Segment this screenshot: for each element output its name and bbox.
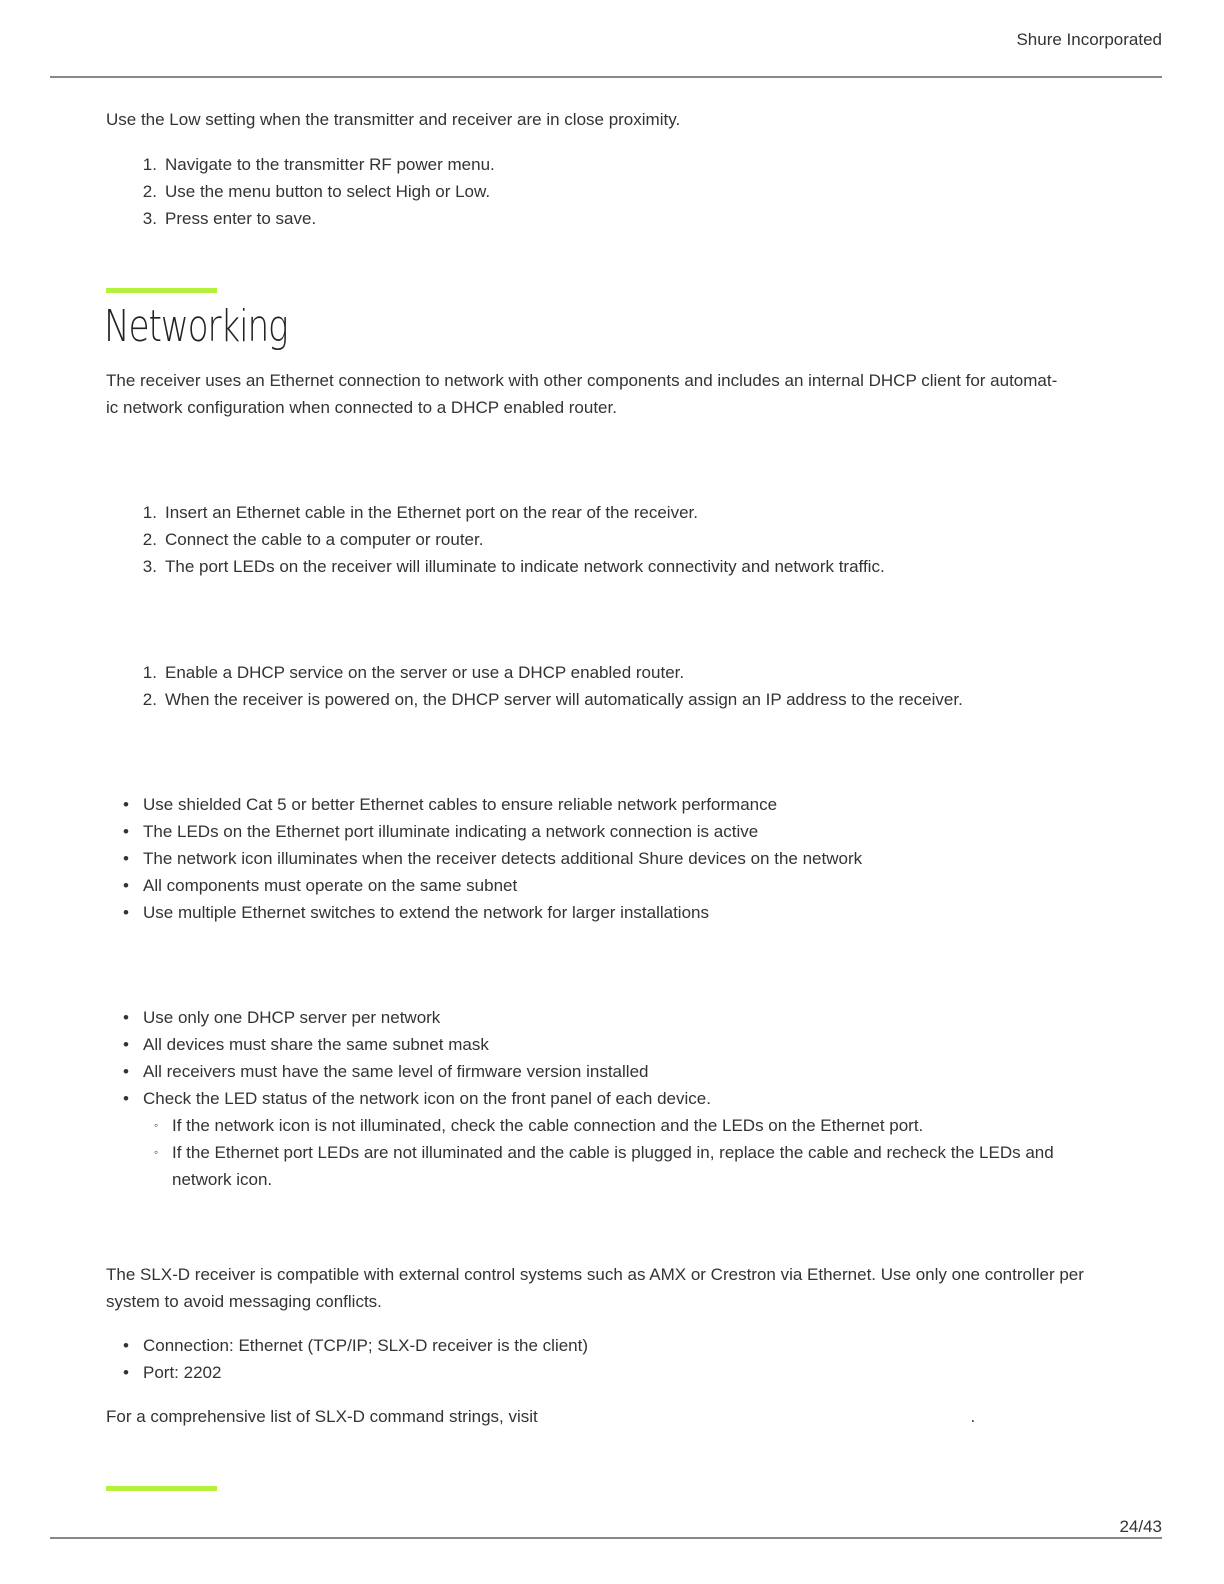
footer-divider xyxy=(50,1537,1162,1539)
control-description: The SLX-D receiver is compatible with external control systems such as AMX or Crestron via Ethernet. Use only one controller per system to avoid messaging conflicts. xyxy=(106,1265,1084,1311)
list-item: • Port: 2202 xyxy=(123,1363,222,1382)
list-item: • Use multiple Ethernet switches to extend the network for larger installations xyxy=(123,903,709,922)
section-accent-bar xyxy=(106,288,217,293)
networking-troubleshooting xyxy=(106,1004,1106,1112)
list-item: • Use only one DHCP server per network xyxy=(123,1008,441,1027)
connect-steps xyxy=(106,499,1106,580)
networking-troubleshooting-sub xyxy=(106,1112,1106,1193)
list-item: 2 . Connect the cable to a computer or router. xyxy=(106,526,1106,553)
list-item: • Connection: Ethernet (TCP/IP; SLX-D receiver is the client) xyxy=(123,1336,589,1355)
section-title-networking: Networking xyxy=(104,301,288,352)
dhcp-steps xyxy=(106,659,1106,713)
rf-power-steps xyxy=(106,151,1106,232)
networking-description xyxy=(106,367,1116,421)
header-divider xyxy=(50,76,1162,78)
list-item: • All components must operate on the same subnet xyxy=(123,876,518,895)
control-description-block xyxy=(106,1261,1106,1315)
list-item: 2 . When the receiver is powered on, the DHCP server will automatically assign an IP address to the receiver. xyxy=(106,686,1106,713)
networking-tips xyxy=(106,791,1106,926)
list-item: • Use shielded Cat 5 or better Ethernet cables to ensure reliable network performance xyxy=(123,795,778,814)
list-item: • The LEDs on the Ethernet port illuminate indicating a network connection is active xyxy=(123,822,759,841)
page-number: 24/43 xyxy=(1119,1517,1162,1536)
list-item: ◦ If the Ethernet port LEDs are not illuminated and the cable is plugged in, replace the cable and recheck the LEDs and network icon. xyxy=(154,1143,1054,1189)
list-item: • Check the LED status of the network icon on the front panel of each device. xyxy=(123,1089,711,1108)
networking-description-line-1: The receiver uses an Ethernet connection to network with other components and includes an internal DHCP client for automat- xyxy=(106,371,1058,390)
list-item: 1 . Insert an Ethernet cable in the Ethernet port on the rear of the receiver. xyxy=(106,499,1106,526)
list-item: • All receivers must have the same level of firmware version installed xyxy=(123,1062,649,1081)
list-item: ◦ If the network icon is not illuminated, check the cable connection and the LEDs on the Ethernet port. xyxy=(154,1116,924,1135)
list-item: • All devices must share the same subnet mask xyxy=(123,1035,489,1054)
list-item: 1 . Navigate to the transmitter RF power menu. xyxy=(106,151,1106,178)
command-strings-text: For a comprehensive list of SLX-D command strings, visit xyxy=(106,1407,538,1426)
header-company-name: Shure Incorporated xyxy=(1016,30,1162,49)
command-strings-period: . xyxy=(970,1407,976,1426)
control-specs xyxy=(106,1332,1106,1386)
rf-power-intro: Use the Low setting when the transmitter and receiver are in close proximity. xyxy=(106,110,681,129)
list-item: 3 . Press enter to save. xyxy=(106,205,1106,232)
list-item: 1 . Enable a DHCP service on the server or use a DHCP enabled router. xyxy=(106,659,1106,686)
networking-description-line-2: ic network configuration when connected to a DHCP enabled router. xyxy=(106,398,617,417)
list-item: • The network icon illuminates when the receiver detects additional Shure devices on the network xyxy=(123,849,863,868)
list-item: 3 . The port LEDs on the receiver will illuminate to indicate network connectivity and network traffic. xyxy=(106,553,1106,580)
section-accent-bar xyxy=(106,1486,217,1491)
rf-power-section xyxy=(106,106,1106,133)
list-item: 2 . Use the menu button to select High or Low. xyxy=(106,178,1106,205)
command-strings-line xyxy=(106,1403,1106,1430)
